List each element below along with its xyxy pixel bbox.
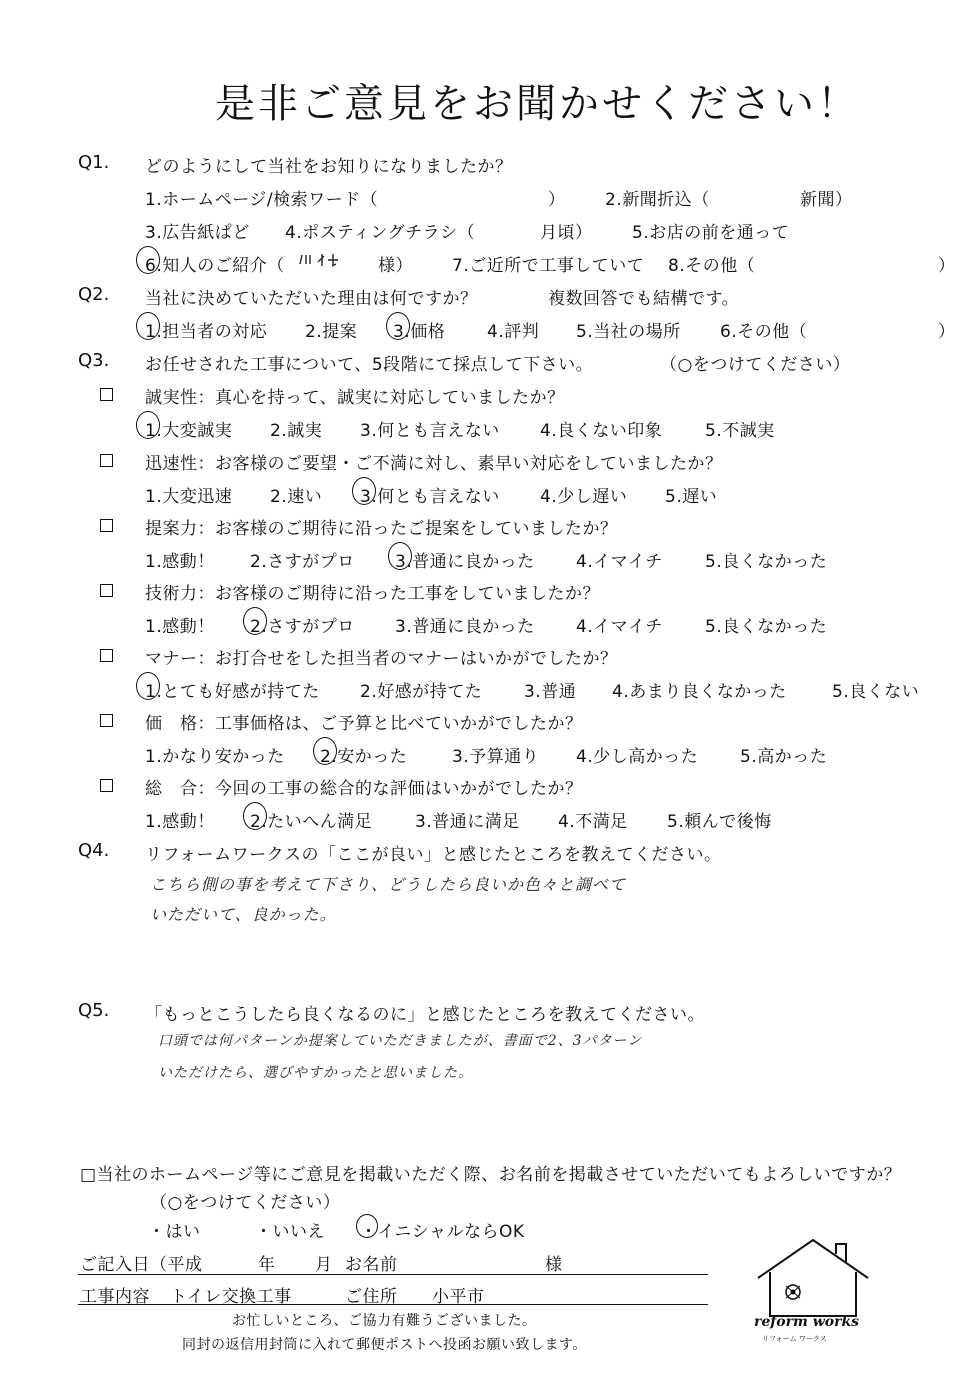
q3-option[interactable]: 4.あまり良くなかった bbox=[612, 682, 787, 702]
thanks-text: お忙しいところ、ご協力有難うございました。 bbox=[232, 1313, 537, 1329]
q3-option[interactable]: 5.良くなかった bbox=[705, 617, 828, 637]
q2-circle-1 bbox=[136, 312, 160, 340]
q1-option-4[interactable]: 4.ポスティングチラシ（ bbox=[285, 223, 476, 243]
q3-selected-circle bbox=[243, 802, 267, 830]
q2-option-5[interactable]: 5.当社の場所 bbox=[576, 322, 681, 342]
q3-selected-circle bbox=[388, 542, 412, 570]
q1-option-8[interactable]: 8.その他（ bbox=[668, 256, 756, 276]
return-instructions: 同封の返信用封筒に入れて郵便ポストへ投函お願い致します。 bbox=[182, 1337, 587, 1353]
q1-paren-close: ） bbox=[548, 190, 566, 210]
q3-item-label: 誠実性：真心を持って、誠実に対応していましたか？ bbox=[145, 388, 565, 408]
q3-option[interactable]: 2.速い bbox=[270, 487, 323, 507]
q1-option-2[interactable]: 2.新聞折込（ bbox=[605, 190, 710, 210]
q3-item-checkbox[interactable] bbox=[100, 712, 113, 731]
q1-option-3[interactable]: 3.広告紙ぱど bbox=[145, 223, 250, 243]
q3-option[interactable]: 3.普通 bbox=[524, 682, 577, 702]
q3-item-label: 価 格：工事価格は、ご予算と比べていかがでしたか？ bbox=[145, 714, 583, 734]
consent-option-initials[interactable]: ・イニシャルならOK bbox=[360, 1222, 525, 1242]
q3-option[interactable]: 1.感動！ bbox=[145, 552, 215, 572]
q1-month: 月頃） bbox=[540, 223, 593, 243]
q2-option-2[interactable]: 2.提案 bbox=[305, 322, 358, 342]
q3-option[interactable]: 2.さすがプロ bbox=[250, 552, 355, 572]
q3-selected-circle bbox=[136, 411, 160, 439]
q1-option-6[interactable]: 6.知人のご紹介（ bbox=[145, 256, 285, 276]
q3-option[interactable]: 4.イマイチ bbox=[576, 552, 663, 572]
house-icon bbox=[748, 1236, 878, 1318]
address-value[interactable]: 小平市 bbox=[432, 1287, 485, 1307]
handwriting-scribble bbox=[298, 252, 346, 268]
q2-other-close: ） bbox=[938, 322, 956, 342]
q3-option[interactable]: 1.大変誠実 bbox=[145, 421, 233, 441]
q2-option-4[interactable]: 4.評判 bbox=[487, 322, 540, 342]
q4-number: Q4. bbox=[78, 840, 110, 861]
q2-note: 複数回答でも結構です。 bbox=[548, 289, 740, 309]
q1-newspaper: 新聞） bbox=[800, 190, 853, 210]
q3-option[interactable]: 4.イマイチ bbox=[576, 617, 663, 637]
q1-number: Q1. bbox=[78, 152, 110, 173]
q1-selected-circle bbox=[136, 246, 160, 274]
q1-other-close: ） bbox=[938, 256, 956, 276]
q3-option[interactable]: 5.良くなかった bbox=[705, 552, 828, 572]
q3-item-label: マナー：お打合せをした担当者のマナーはいかがでしたか？ bbox=[145, 649, 618, 669]
q3-option[interactable]: 3.予算通り bbox=[452, 747, 540, 767]
q3-item-label: 技術力：お客様のご期待に沿った工事をしていましたか？ bbox=[145, 584, 600, 604]
q3-item-checkbox[interactable] bbox=[100, 777, 113, 796]
footer-divider bbox=[78, 1274, 708, 1275]
q3-option[interactable]: 2.たいへん満足 bbox=[250, 812, 373, 832]
q3-option[interactable]: 2.好感が持てた bbox=[360, 682, 483, 702]
q3-option[interactable]: 3.普通に満足 bbox=[415, 812, 520, 832]
q3-selected-circle bbox=[352, 477, 376, 505]
name-sama: 様 bbox=[545, 1255, 563, 1275]
consent-option-no[interactable]: ・いいえ bbox=[255, 1222, 325, 1242]
q3-option[interactable]: 5.不誠実 bbox=[705, 421, 775, 441]
q2-option-3[interactable]: 3.価格 bbox=[393, 322, 446, 342]
q3-item-checkbox[interactable] bbox=[100, 452, 113, 471]
page-title: 是非ご意見をお聞かせください！ bbox=[215, 81, 860, 127]
q3-option[interactable]: 3.普通に良かった bbox=[395, 552, 535, 572]
q2-question: 当社に決めていただいた理由は何ですか？ bbox=[145, 289, 478, 309]
q3-option[interactable]: 3.普通に良かった bbox=[395, 617, 535, 637]
q3-item-checkbox[interactable] bbox=[100, 517, 113, 536]
consent-question: □当社のホームページ等にご意見を掲載いただく際、お名前を掲載させていただいてもよろしいですか？ bbox=[80, 1165, 902, 1185]
q5-answer-line[interactable]: 口頭では何パターンか提案していただきましたが、書面で2、3パターン bbox=[158, 1033, 643, 1049]
q3-option[interactable]: 4.不満足 bbox=[558, 812, 628, 832]
q3-selected-circle bbox=[313, 737, 337, 765]
address-label: ご住所 bbox=[345, 1287, 398, 1307]
q2-option-6[interactable]: 6.その他（ bbox=[720, 322, 808, 342]
q1-referrer-handwriting bbox=[298, 252, 346, 272]
q3-item-checkbox[interactable] bbox=[100, 582, 113, 601]
reform-works-logo bbox=[748, 1236, 878, 1346]
q3-option[interactable]: 3.何とも言えない bbox=[360, 487, 500, 507]
q3-option[interactable]: 5.高かった bbox=[740, 747, 828, 767]
q3-item-label: 提案力：お客様のご期待に沿ったご提案をしていましたか？ bbox=[145, 519, 618, 539]
q3-option[interactable]: 4.少し高かった bbox=[576, 747, 699, 767]
q1-option-7[interactable]: 7.ご近所で工事していて bbox=[452, 256, 645, 276]
q3-item-checkbox[interactable] bbox=[100, 386, 113, 405]
q3-option[interactable]: 5.頼んで後悔 bbox=[667, 812, 772, 832]
date-year: 年 bbox=[258, 1255, 276, 1275]
q3-option[interactable]: 1.かなり安かった bbox=[145, 747, 285, 767]
q2-number: Q2. bbox=[78, 284, 110, 305]
q4-question: リフォームワークスの「ここが良い」と感じたところを教えてください。 bbox=[145, 845, 722, 865]
q1-option-5[interactable]: 5.お店の前を通って bbox=[632, 223, 790, 243]
consent-selected-circle bbox=[356, 1214, 378, 1238]
q3-option[interactable]: 1.感動！ bbox=[145, 617, 215, 637]
logo-name: reform works bbox=[754, 1314, 860, 1330]
consent-option-yes[interactable]: ・はい bbox=[148, 1222, 201, 1242]
name-label: お名前 bbox=[345, 1255, 398, 1275]
q1-question: どのようにして当社をお知りになりましたか？ bbox=[145, 157, 513, 177]
q3-option[interactable]: 2.誠実 bbox=[270, 421, 323, 441]
q5-number: Q5. bbox=[78, 1000, 110, 1021]
q5-question: 「もっとこうしたら良くなるのに」と感じたところを教えてください。 bbox=[145, 1005, 705, 1025]
q3-option[interactable]: 5.良くない bbox=[832, 682, 920, 702]
q3-note: （○をつけてください） bbox=[660, 355, 851, 375]
q2-option-1[interactable]: 1.担当者の対応 bbox=[145, 322, 268, 342]
date-label: ご記入日（平成 bbox=[80, 1255, 203, 1275]
logo-kana: リフォーム ワークス bbox=[762, 1335, 827, 1343]
q3-option[interactable]: 2.安かった bbox=[320, 747, 408, 767]
q3-option[interactable]: 3.何とも言えない bbox=[360, 421, 500, 441]
q3-selected-circle bbox=[136, 672, 160, 700]
q3-item-checkbox[interactable] bbox=[100, 647, 113, 666]
q3-option[interactable]: 4.少し遅い bbox=[540, 487, 628, 507]
q3-item-label: 総 合：今回の工事の総合的な評価はいかがでしたか？ bbox=[145, 779, 583, 799]
q2-circle-3 bbox=[386, 312, 410, 340]
q3-option[interactable]: 4.良くない印象 bbox=[540, 421, 663, 441]
q1-sama: 様） bbox=[378, 256, 413, 276]
q5-answer-line[interactable]: いただけたら、選びやすかったと思いました。 bbox=[158, 1065, 473, 1081]
footer-divider bbox=[78, 1304, 708, 1305]
q3-question: お任せされた工事について、5段階にて採点して下さい。 bbox=[145, 355, 594, 375]
q3-option[interactable]: 1.感動！ bbox=[145, 812, 215, 832]
q3-option[interactable]: 1.大変迅速 bbox=[145, 487, 233, 507]
q3-number: Q3. bbox=[78, 350, 110, 371]
q3-option[interactable]: 2.さすがプロ bbox=[250, 617, 355, 637]
q3-selected-circle bbox=[243, 607, 267, 635]
q3-option[interactable]: 1.とても好感が持てた bbox=[145, 682, 320, 702]
q1-option-1[interactable]: 1.ホームページ/検索ワード（ bbox=[145, 190, 379, 210]
q3-option[interactable]: 5.遅い bbox=[665, 487, 718, 507]
date-month: 月 bbox=[315, 1255, 333, 1275]
work-label: 工事内容 bbox=[80, 1287, 150, 1307]
q3-item-label: 迅速性：お客様のご要望・ご不満に対し、素早い対応をしていましたか？ bbox=[145, 454, 723, 474]
q4-answer-line[interactable]: いただいて、良かった。 bbox=[150, 905, 337, 924]
work-value[interactable]: トイレ交換工事 bbox=[170, 1287, 292, 1307]
consent-note: （○をつけてください） bbox=[150, 1193, 341, 1213]
q4-answer-line[interactable]: こちら側の事を考えて下さり、どうしたら良いか色々と調べて bbox=[150, 875, 627, 894]
